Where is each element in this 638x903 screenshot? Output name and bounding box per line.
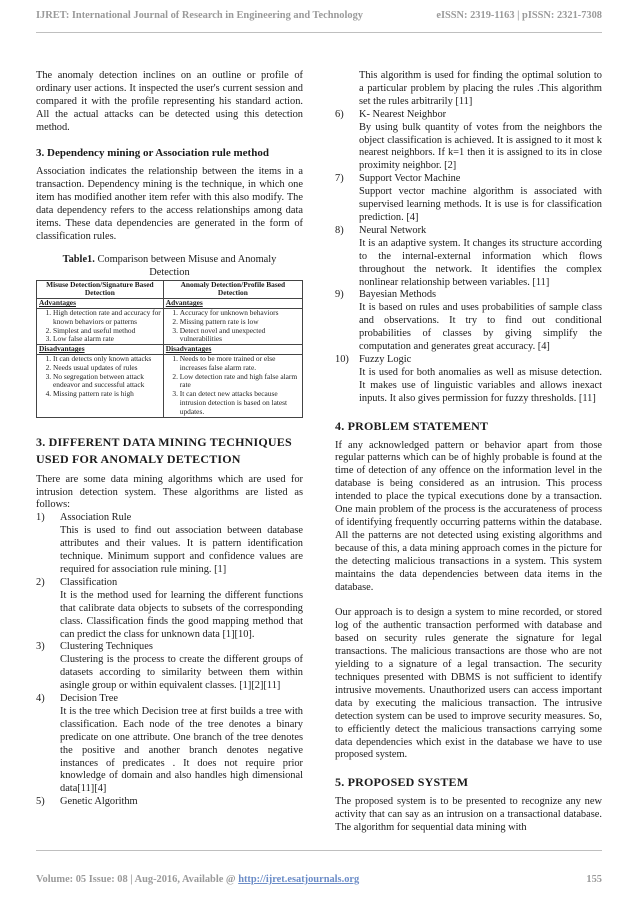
journal-link[interactable]: http://ijret.esatjournals.org (238, 874, 360, 885)
section-5-paragraph: The proposed system is to be presented to recognize any new activity that can say as an intrusion on a transactional database. The algorithm for sequential data mining with (335, 796, 602, 834)
table-caption-label: Table1. (62, 253, 95, 265)
list-number: 5) (36, 796, 45, 808)
list-item-title: Neural Network (359, 224, 427, 236)
list-item (335, 289, 602, 302)
list-item (335, 173, 602, 186)
table-advantages-label: Advantages (163, 299, 302, 309)
list-item (335, 109, 602, 122)
table-header-misuse: Misuse Detection/Signature Based Detection (37, 280, 164, 299)
table-list-item: 2. Needs usual updates of rules (53, 364, 161, 373)
table-list-item: 2. Missing pattern rate is low (180, 318, 300, 327)
list-item-body: This is used to find out association between database attributes and their values. It is pattern identification technique. Minimum support and confidence values are required for association rule mining. [1] (60, 525, 303, 575)
table-caption (36, 254, 303, 280)
list-number: 8) (335, 224, 344, 236)
table-advantages-label: Advantages (37, 299, 164, 309)
table-disadvantages-label: Disadvantages (163, 345, 302, 355)
list-number: 1) (36, 512, 45, 524)
list-item-title: Classification (60, 576, 118, 588)
list-item-title: Support Vector Machine (359, 173, 461, 185)
list-number: 9) (335, 289, 344, 301)
list-item (36, 693, 303, 706)
list-item (335, 225, 602, 238)
list-item-body: By using bulk quantity of votes from the neighbors the object classification is achieved. It is assigned to it most k nearest neighbors. If k=1 then it is assigned to its in close proximity neighbor. [2] (359, 121, 602, 172)
table-caption-text: Comparison between Misuse and Anomaly Detection (94, 253, 277, 278)
left-column (36, 70, 303, 809)
footer-volume-text: Volume: 05 Issue: 08 | Aug-2016, Available @ (36, 874, 239, 885)
list-item-body: Support vector machine algorithm is associated with supervised learning methods. It is use is for classification prediction. [4] (359, 186, 602, 223)
list-item-title: Decision Tree (60, 693, 119, 705)
table-list-item: 4. Missing pattern rate is high (53, 390, 161, 399)
anomaly-advantages-cell (163, 309, 302, 345)
list-number: 7) (335, 173, 344, 185)
section-4-paragraph-1: If any acknowledged pattern or behavior apart from those regular patterns which can be of highly probable is found at the time of detection of any offence on the information level in the database is being considered as an intrusion. This process intended to place the typical executions done by a transaction. One main problem of the process is the accurateness of process of identifying frequently occurring patterns within the database. All the patterns are not detected using existing algorithms and because of this, a data mining approach comes in the picture for the detecting malicious transactions in a system. This system maintains the data dependencies between data items in the database. (335, 439, 602, 593)
misuse-advantages-cell (37, 309, 164, 345)
list-number: 10) (335, 353, 349, 365)
table-list-item: 3. No segregation between attack endeavor and successful attack (53, 373, 161, 391)
list-item-body: It is used for both anomalies as well as misuse detection. It makes use of linguistic variables and allows inexact inputs. It also gives permission for fuzzy thresholds. [11] (359, 366, 602, 404)
table-disadvantages-label: Disadvantages (37, 345, 164, 355)
footer-rule (36, 850, 602, 851)
right-column (335, 70, 602, 835)
table-list-item: 3. It can detect new attacks because intrusion detection is based on latest updates. (180, 390, 300, 416)
misuse-disadvantages-cell (37, 355, 164, 418)
section-3-body: Association indicates the relationship between the items in a transaction. Dependency mining is the technique, in which one item has modified another item refer with this also modify. The data dependency refers to the access relationships among data items. These data dependencies are generated in the form of classification rules. (36, 166, 303, 242)
list-item-title: Association Rule (60, 512, 132, 524)
list-item-title: K- Nearest Neighbor (359, 108, 447, 120)
section-5-heading: 5. PROPOSED SYSTEM (335, 775, 469, 790)
list-item-body: This algorithm is used for finding the optimal solution to a particular problem by placing the rules .This algorithm set the rules arbitrarily [11] (359, 70, 602, 107)
list-item-title: Genetic Algorithm (60, 796, 138, 808)
section-techniques-intro: There are some data mining algorithms which are used for intrusion detection system. These algorithms are listed as follows: (36, 473, 303, 511)
footer-volume (36, 874, 359, 885)
table-list-item: 1. Accuracy for unknown behaviors (180, 309, 300, 318)
intro-paragraph: The anomaly detection inclines on an outline or profile of ordinary user actions. It inspected the user's current session and compared it with the profile representing his standard action. All the actual attacks can be detected using this detection method. (36, 70, 303, 133)
list-item-title: Bayesian Methods (359, 289, 437, 301)
section-4-paragraph-2: Our approach is to design a system to mine recorded, or stored log of the authentic transaction performed with database and based on security rules generate the signature for legal transactions. The malicious transactions are those who are not yielding to a signature of a legal transaction. The security techniques presented with DBMS is not sufficient to identify intrusive movements. Unauthorized users can access important data by executing the malicious transaction. The intrusive detection system can be used to improve security measures. So, to efficiently detect the malicious transactions carrying some data dependencies which exist in the database we have to use proposed system. (335, 607, 602, 761)
table-list-item: 2. Simplest and useful method (53, 327, 161, 336)
list-item-body: It is based on rules and uses probabilities of sample class and observations. It try to find out conditional probabilities of classes by giving simplify the computation and generates great accuracy. [4] (359, 302, 602, 353)
table-list-item: 2. Low detection rate and high false alarm rate (180, 373, 300, 391)
page-number: 155 (586, 874, 602, 885)
list-item-title: Clustering Techniques (60, 641, 153, 653)
list-number: 4) (36, 693, 45, 705)
list-item (36, 512, 303, 525)
table-list-item: 3. Detect novel and unexpected vulnerabilities (180, 327, 300, 345)
list-item (36, 796, 303, 809)
journal-header: IJRET: International Journal of Research in Engineering and Technology (36, 10, 363, 21)
list-item (335, 354, 602, 367)
section-4-heading: 4. PROBLEM STATEMENT (335, 418, 489, 433)
section-techniques-heading: 3. DIFFERENT DATA MINING TECHNIQUES USED FOR ANOMALY DETECTION (36, 434, 292, 466)
list-item (36, 641, 303, 654)
list-item-title: Fuzzy Logic (359, 353, 412, 365)
list-item-body: It is the method used for learning the different functions that calibrate data objects to subsets of the corresponding class. Classification finds the good mapping method that can predict the class for unknown data [1][10]. (60, 589, 303, 640)
list-item-body: It is an adaptive system. It changes its structure according to the internal-external information which flows throughout the network. It identifies the complex nonlinear relationship between variables. [11] (359, 237, 602, 288)
table-list-item: 3. Low false alarm rate (53, 335, 161, 344)
table-list-item: 1. Needs to be more trained or else increases false alarm rate. (180, 355, 300, 373)
anomaly-disadvantages-cell (163, 355, 302, 418)
table-header-anomaly: Anomaly Detection/Profile Based Detection (163, 280, 302, 299)
list-item (36, 577, 303, 590)
list-number: 2) (36, 576, 45, 588)
table-list-item: 1. It can detects only known attacks (53, 355, 161, 364)
comparison-table (36, 280, 303, 418)
list-number: 3) (36, 641, 45, 653)
section-3-heading: 3. Dependency mining or Association rule method (36, 146, 269, 159)
table-list-item: 1. High detection rate and accuracy for known behaviors or patterns (53, 309, 161, 327)
list-number: 6) (335, 108, 344, 120)
issn-header: eISSN: 2319-1163 | pISSN: 2321-7308 (436, 10, 602, 21)
list-item-body: It is the tree which Decision tree at first builds a tree with classification. Each node of the tree denotes a binary predicate on one attribute. One branch of the tree denotes the positive and another branch denotes negative instances of predicates . It does not require prior knowledge of domain and also handles high dimensional data[11][4] (60, 705, 303, 795)
list-item-body: Clustering is the process to create the different groups of datasets according to similarity between them within asingle group or within equivalent classes. [1][2][11] (60, 654, 303, 692)
header-rule (36, 32, 602, 33)
